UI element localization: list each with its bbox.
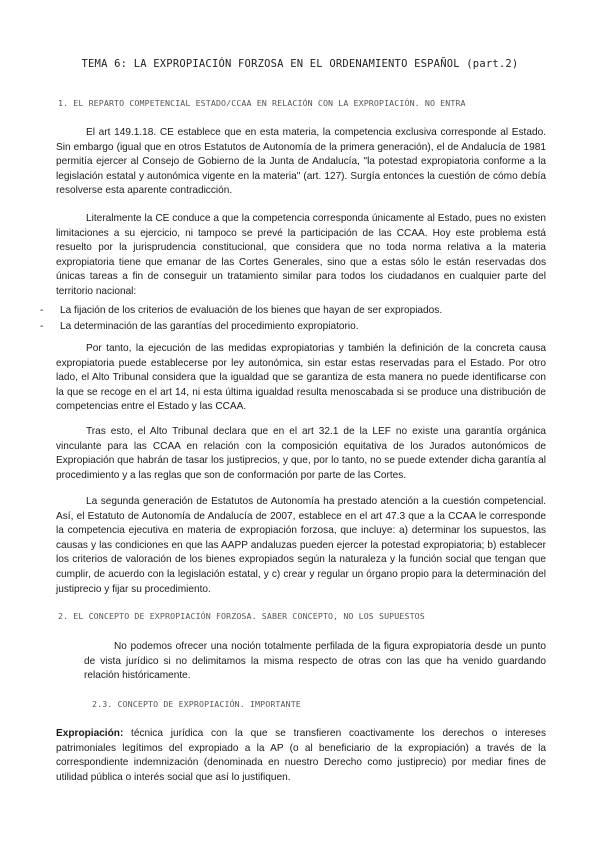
paragraph-2: Literalmente la CE conduce a que la competencia corresponda únicamente al Estado, pues no existen limitaciones a su ejercicio, ni tampoco se prevé la participación de las CCAA. Hoy este problema está resuelto por la jurisprudencia constitucional, que considera que no toda norma relativa a la materia expropiatoria tiene que emanar de las Cortes Generales, sino que a estas sólo le están reservadas dos únicas tareas a fin de conseguir un tratamiento similar para todos los ciudadanos en cualquier parte del territorio nacional: [56, 213, 546, 297]
list-dash: - [40, 305, 44, 316]
paragraph-6: No podemos ofrecer una noción totalmente perfilada de la figura expropiatoria desde un punto de vista jurídico si no delimitamos la misma respecto de otras con las que ha venido guardando relación históricamente. [84, 641, 546, 682]
criteria-list [40, 303, 550, 335]
list-item-text: La determinación de las garantías del procedimiento expropiatorio. [60, 321, 359, 332]
list-item [40, 303, 550, 319]
document-title: TEMA 6: LA EXPROPIACIÓN FORZOSA EN EL ORDENAMIENTO ESPAÑOL (part.2) [81, 58, 519, 70]
list-dash: - [40, 321, 44, 332]
definition-text: técnica jurídica con la que se transfieren coactivamente los derechos o intereses patrimoniales legítimos del expropiado a la AP (o al beneficiario de la expropiación) a través de la correspondiente indemnización (denominada en nuestro Derecho como justiprecio) por mediar fines de utilidad pública o interés social que así lo justifiquen. [56, 728, 546, 783]
list-item-text: La fijación de los criterios de evaluación de los bienes que hayan de ser expropiados. [60, 305, 443, 316]
paragraph-3: Por tanto, la ejecución de las medidas expropiatorias y también la definición de la concreta causa expropiatoria puede establecerse por ley autonómica, sin estar estas reservadas para el Estado. Por otro lado, el Alto Tribunal considera que la igualdad que se garantiza de esta manera no puede identificarse con la que se recoge en el art 14, ni esta última igualdad resulta menoscabada si se produce una distribución de competencias entre el Estado y las CCAA. [56, 343, 546, 413]
section-2-heading: 2. EL CONCEPTO DE EXPROPIACIÓN FORZOSA. SABER CONCEPTO, NO LOS SUPUESTOS [58, 611, 425, 621]
paragraph-7 [56, 727, 546, 785]
paragraph-4: Tras esto, el Alto Tribunal declara que en el art 32.1 de la LEF no existe una garantía orgánica vinculante para las CCAA en relación con la composición equitativa de los Jurados autonómicos de Expropiación que habrán de tasar los justiprecios, y que, por lo tanto, no se puede extender dicha garantía al procedimiento y a las reglas que son de conformación por parte de las Cortes. [56, 426, 546, 481]
section-1-heading: 1. EL REPARTO COMPETENCIAL ESTADO/CCAA EN RELACIÓN CON LA EXPROPIACIÓN. NO ENTRA [58, 98, 466, 108]
paragraph-1: El art 149.1.18. CE establece que en esta materia, la competencia exclusiva corresponde al Estado. Sin embargo (igual que en otros Estatutos de Autonomía de la primera generación), el de Andalucía de 1981 permitía ejercer al Consejo de Gobierno de la Junta de Andalucía, "la potestad expropiatoria conforme a la legislación estatal y autonómica vigente en la materia" (art. 127). Surgía entonces la cuestión de cómo debía resolverse esta aparente contradicción. [56, 127, 546, 197]
paragraph-5: La segunda generación de Estatutos de Autonomía ha prestado atención a la cuestión competencial. Así, el Estatuto de Autonomía de Andalucía de 2007, establece en el art 47.3 que a la CCAA le corresponde la competencia ejecutiva en materia de expropiación forzosa, que incluye: a) determinar los supuestos, las causas y las condiciones en que las AAPP andaluzas pueden ejercer la potestad expropiatoria; b) establecer los criterios de valoración de los bienes expropiados según la naturaleza y la función social que tengan que cumplir, de acuerdo con la legislación estatal, y c) crear y regular un órgano propio para la determinación del justiprecio y fijar su procedimiento. [56, 496, 546, 595]
list-item [40, 319, 550, 335]
section-2-3-heading: 2.3. CONCEPTO DE EXPROPIACIÓN. IMPORTANTE [92, 699, 301, 709]
definition-term: Expropiación: [56, 728, 124, 739]
